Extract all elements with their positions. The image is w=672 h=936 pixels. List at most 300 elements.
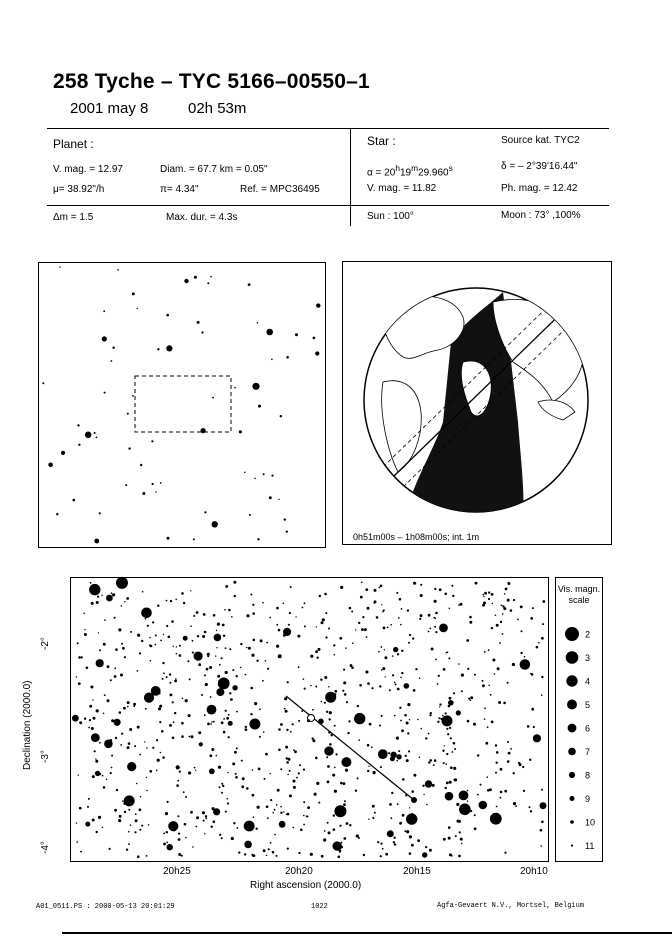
star-dot (499, 642, 501, 644)
star-dot (399, 707, 401, 709)
star-dot (349, 607, 352, 610)
star-dot (524, 656, 526, 658)
star-dot (286, 729, 288, 731)
x-tick-20h15: 20h15 (403, 866, 431, 877)
star-dot (343, 681, 346, 684)
star-dot (297, 635, 300, 638)
star-dot (136, 783, 138, 785)
star-dot (292, 723, 294, 725)
star-dot (327, 781, 330, 784)
star-dot (76, 841, 78, 843)
star-dot (176, 653, 178, 655)
star-dot (85, 432, 92, 439)
star-dot (470, 700, 472, 702)
star-dot (536, 646, 539, 649)
star-dot (241, 760, 243, 762)
star-dot (299, 764, 301, 766)
star-dot (279, 821, 286, 828)
star-dot (201, 428, 206, 433)
star-dot (151, 686, 161, 696)
star-dot (492, 603, 493, 604)
star-dot (498, 701, 501, 704)
star-dot (513, 599, 515, 601)
star-dot (379, 685, 381, 687)
star-dot (401, 672, 403, 674)
star-dot (480, 784, 482, 786)
star-dot (459, 791, 469, 801)
legend-title: Vis. magn. scale (557, 584, 601, 605)
star-dot (201, 331, 203, 333)
star-dot (149, 770, 152, 773)
star-dot (496, 624, 499, 627)
star-dot (449, 697, 452, 700)
table-top-rule (47, 128, 609, 129)
star-dot (491, 627, 493, 629)
star-dot (442, 715, 453, 726)
star-dot (367, 607, 370, 610)
star-dot (406, 759, 409, 762)
track-end-marker (411, 797, 417, 803)
star-dot (477, 754, 479, 756)
star-dot (173, 721, 175, 723)
legend-dot (570, 796, 575, 801)
star-dot (265, 753, 268, 756)
star-dot (210, 696, 212, 698)
star-dot (127, 413, 129, 415)
star-dot (326, 711, 328, 713)
star-dot (293, 780, 296, 783)
star-dot (327, 765, 330, 768)
star-dot (329, 718, 331, 720)
star-dot (228, 714, 230, 716)
star-dot (59, 266, 60, 267)
star-dot (497, 667, 500, 670)
star-dot (137, 726, 140, 729)
star-dot (368, 819, 369, 820)
star-dot (315, 351, 319, 355)
star-dot (205, 815, 207, 817)
star-dot (324, 593, 327, 596)
star-dot (349, 824, 351, 826)
star-dot (341, 842, 343, 844)
star-dot (163, 843, 166, 846)
star-dot (371, 687, 373, 689)
star-dot (127, 762, 136, 771)
star-dot (157, 348, 159, 350)
star-dot (443, 838, 446, 841)
star-dot (233, 822, 235, 824)
star-dot (207, 653, 210, 656)
star-dot (103, 713, 105, 715)
star-dot (389, 803, 392, 806)
star-dot (439, 624, 448, 633)
star-dot (250, 713, 252, 715)
star-dot (359, 684, 362, 687)
x-tick-20h25: 20h25 (163, 866, 191, 877)
star-dot (176, 765, 180, 769)
star-dot (196, 816, 199, 819)
globe-panel (342, 261, 612, 545)
star-dot (334, 767, 336, 769)
star-dot (283, 603, 285, 605)
star-dot (280, 723, 283, 726)
star-dot (111, 755, 113, 757)
star-dot (169, 724, 172, 727)
star-dot (348, 720, 350, 722)
star-dot (229, 648, 231, 650)
star-dot (170, 600, 172, 602)
star-dot (104, 740, 113, 749)
star-dot (179, 645, 181, 647)
table-bottom-rule (47, 205, 609, 206)
star-dot (127, 701, 130, 704)
star-dot (272, 812, 274, 814)
star-dot (123, 707, 126, 710)
star-dot (126, 597, 129, 600)
star-dot (355, 790, 357, 792)
table-divider (350, 128, 351, 226)
star-dot (119, 711, 122, 714)
star-dot (257, 538, 259, 540)
star-dot (390, 756, 395, 761)
star-dot (116, 789, 118, 791)
star-dot (491, 721, 494, 724)
star-dot (250, 687, 253, 690)
star-dot (446, 652, 448, 654)
star-dot (141, 825, 143, 827)
star-dot (312, 737, 314, 739)
star-dot (137, 308, 138, 309)
star-dot (515, 805, 517, 807)
star-dot (513, 802, 516, 805)
star-dot (470, 696, 473, 699)
star-dot (328, 628, 330, 630)
star-dot (351, 611, 353, 613)
star-dot (155, 491, 156, 492)
star-dot (181, 722, 184, 725)
star-dot (228, 721, 233, 726)
star-dot (199, 742, 203, 746)
star-dot (405, 794, 407, 796)
star-dot (413, 582, 416, 585)
star-dot (79, 721, 82, 724)
star-dot (212, 521, 218, 527)
star-dot (234, 387, 236, 389)
star-dot (495, 615, 497, 617)
star-dot (321, 621, 324, 624)
star-dot (88, 727, 90, 729)
star-dot (262, 680, 264, 682)
star-dot (363, 854, 365, 856)
star-dot (448, 837, 451, 840)
star-dot (324, 702, 326, 704)
star-dot (228, 609, 231, 612)
star-dot (412, 637, 414, 639)
star-dot (235, 776, 238, 779)
star-dot (212, 807, 215, 810)
star-dot (474, 827, 477, 830)
footer-file: A01_0511.PS : 2000-05-13 20:01:29 (36, 903, 175, 911)
star-dot (94, 432, 96, 434)
star-dot (420, 584, 422, 586)
star-dot (145, 618, 147, 620)
star-dot (306, 815, 308, 817)
star-dot (314, 793, 317, 796)
star-dot (114, 809, 117, 812)
star-dot (126, 800, 129, 803)
star-dot (454, 748, 456, 750)
star-dot (212, 397, 214, 399)
detail-chart (70, 577, 549, 862)
star-dot (137, 670, 139, 672)
star-dot (270, 799, 272, 801)
star-dot (214, 634, 222, 642)
star-dot (252, 612, 255, 615)
star-dot (103, 643, 106, 646)
star-dot (197, 635, 199, 637)
star-dot (395, 683, 397, 685)
star-dot (168, 636, 171, 639)
star-dot (195, 770, 196, 771)
star-dot (527, 725, 530, 728)
star-dot (446, 728, 448, 730)
star-dot (455, 835, 457, 837)
star-dot (117, 269, 119, 271)
star-dot (174, 712, 176, 714)
star-dot (192, 846, 194, 848)
star-dot (383, 609, 385, 611)
star-dot (96, 831, 98, 833)
star-dot (135, 819, 138, 822)
star-dot (380, 843, 382, 845)
star-dot (225, 647, 227, 649)
star-dot (259, 736, 261, 738)
star-dot (503, 607, 506, 610)
star-dot (134, 831, 136, 833)
star-dot (166, 842, 168, 844)
star-dot (287, 681, 289, 683)
star-dot (265, 660, 267, 662)
star-dot (122, 800, 124, 802)
star-dot (393, 647, 398, 652)
star-dot (76, 822, 77, 823)
star-dot (304, 688, 306, 690)
star-dot (102, 336, 107, 341)
star-dot (61, 451, 65, 455)
star-dot (111, 360, 113, 362)
star-dot (185, 699, 188, 702)
star-dot (378, 651, 380, 653)
star-dot (333, 644, 335, 646)
star-dot (204, 674, 206, 676)
star-dot (178, 838, 181, 841)
star-dot (392, 655, 394, 657)
star-dot (409, 634, 411, 636)
star-dot (111, 767, 113, 769)
asteroid-track (286, 696, 414, 800)
star-dot (376, 616, 379, 619)
star-dot (287, 848, 289, 850)
star-dot (485, 742, 488, 745)
star-dot (496, 762, 498, 764)
star-dot (204, 833, 205, 834)
star-dot (104, 694, 106, 696)
star-dot (256, 828, 258, 830)
star-dot (289, 612, 291, 614)
star-dot (500, 621, 502, 623)
star-dot (394, 715, 396, 717)
star-dot (396, 592, 398, 594)
star-dot (513, 772, 515, 774)
star-dot (404, 714, 407, 717)
star-dot (124, 795, 135, 806)
star-dot (114, 617, 116, 619)
star-dot (407, 732, 409, 734)
star-dot (173, 646, 174, 647)
star-dot (298, 666, 300, 668)
star-dot (120, 674, 123, 677)
star-dot (76, 676, 77, 677)
star-dot (467, 668, 469, 670)
star-dot (384, 649, 385, 650)
star-dot (420, 614, 423, 617)
footer-credit: Agfa-Gevaert N.V., Mortsel, Belgium (437, 902, 585, 910)
star-dot (128, 843, 130, 845)
star-dot (357, 777, 359, 779)
star-dot (484, 651, 486, 653)
star-dot (434, 759, 437, 762)
star-dot (211, 826, 213, 828)
star-dot (178, 853, 181, 856)
star-dot (401, 608, 403, 610)
star-dot (393, 841, 395, 843)
star-dot (313, 337, 316, 340)
star-dot (303, 815, 305, 817)
star-dot (374, 812, 376, 814)
star-dot (296, 777, 298, 779)
star-dot (504, 852, 506, 854)
star-dot (445, 763, 447, 765)
legend-dot (566, 651, 579, 664)
star-dot (488, 598, 490, 600)
star-dot (194, 767, 196, 769)
star-dot (417, 839, 420, 842)
star-dot (488, 685, 490, 687)
star-dot (467, 800, 469, 802)
star-dot (280, 415, 282, 417)
star-dot (448, 826, 451, 829)
star-dot (78, 774, 79, 775)
star-dot (91, 602, 94, 605)
star-dot (502, 633, 504, 635)
detail-star-field (71, 578, 548, 861)
star-dot (152, 483, 154, 485)
star-dot (96, 659, 104, 667)
star-dot (408, 750, 410, 752)
star-dot (286, 761, 289, 764)
star-dot (459, 804, 471, 816)
star-dot (163, 672, 165, 674)
star-dot (294, 750, 297, 753)
star-dot (466, 639, 469, 642)
star-dot (449, 608, 451, 610)
star-dot (92, 699, 93, 700)
star-dot (128, 809, 130, 811)
x-tick-20h20: 20h20 (285, 866, 313, 877)
star-dot (423, 794, 424, 795)
star-dot (124, 811, 126, 813)
star-dot (529, 806, 531, 808)
star-dot (268, 848, 270, 850)
star-dot (183, 602, 185, 604)
star-dot (285, 710, 288, 713)
star-dot (102, 775, 104, 777)
star-dot (280, 768, 282, 770)
star-dot (507, 682, 509, 684)
star-heading: Star : (367, 134, 396, 148)
star-dot (198, 663, 201, 666)
star-dot (397, 803, 399, 805)
star-dot (266, 855, 267, 856)
star-dot (333, 828, 336, 831)
star-dot (346, 822, 349, 825)
star-dot (270, 773, 271, 774)
star-dot (334, 725, 336, 727)
star-dot (157, 605, 159, 607)
star-dot (94, 539, 99, 544)
star-dot (413, 774, 416, 777)
star-dot (126, 849, 128, 851)
star-dot (139, 829, 141, 831)
legend-mag-label: 6 (585, 723, 591, 734)
star-dot (96, 437, 98, 439)
star-dot (399, 822, 402, 825)
star-dot (112, 593, 115, 596)
star-dot (312, 709, 314, 711)
footer-page: 1022 (311, 903, 328, 911)
star-dot (187, 660, 189, 662)
star-dot (110, 679, 112, 681)
star-dot (411, 790, 414, 793)
star-dot (325, 636, 327, 638)
star-dot (474, 674, 476, 676)
star-dot (401, 729, 404, 732)
star-dot (72, 715, 79, 722)
star-dot (165, 812, 168, 815)
star-dot (128, 742, 131, 745)
star-dot (444, 625, 447, 628)
star-dot (396, 760, 398, 762)
star-dot (217, 623, 220, 626)
star-dot (315, 686, 317, 688)
star-dot (89, 705, 92, 708)
star-dot (400, 624, 402, 626)
star-dot (494, 673, 496, 675)
max-duration: Max. dur. = 4.3s (166, 212, 238, 223)
star-dot (399, 598, 402, 601)
star-dot (215, 655, 216, 656)
star-dot (245, 674, 247, 676)
star-dot (415, 818, 417, 820)
star-dot (253, 854, 256, 857)
star-dot (179, 654, 182, 657)
star-dot (425, 737, 427, 739)
star-dot (198, 731, 201, 734)
star-alpha: $\alpha = 20^h19^m29.960^s$ (367, 163, 453, 179)
legend-mag-label: 10 (585, 817, 596, 828)
star-dot (252, 769, 254, 771)
star-dot (160, 640, 162, 642)
